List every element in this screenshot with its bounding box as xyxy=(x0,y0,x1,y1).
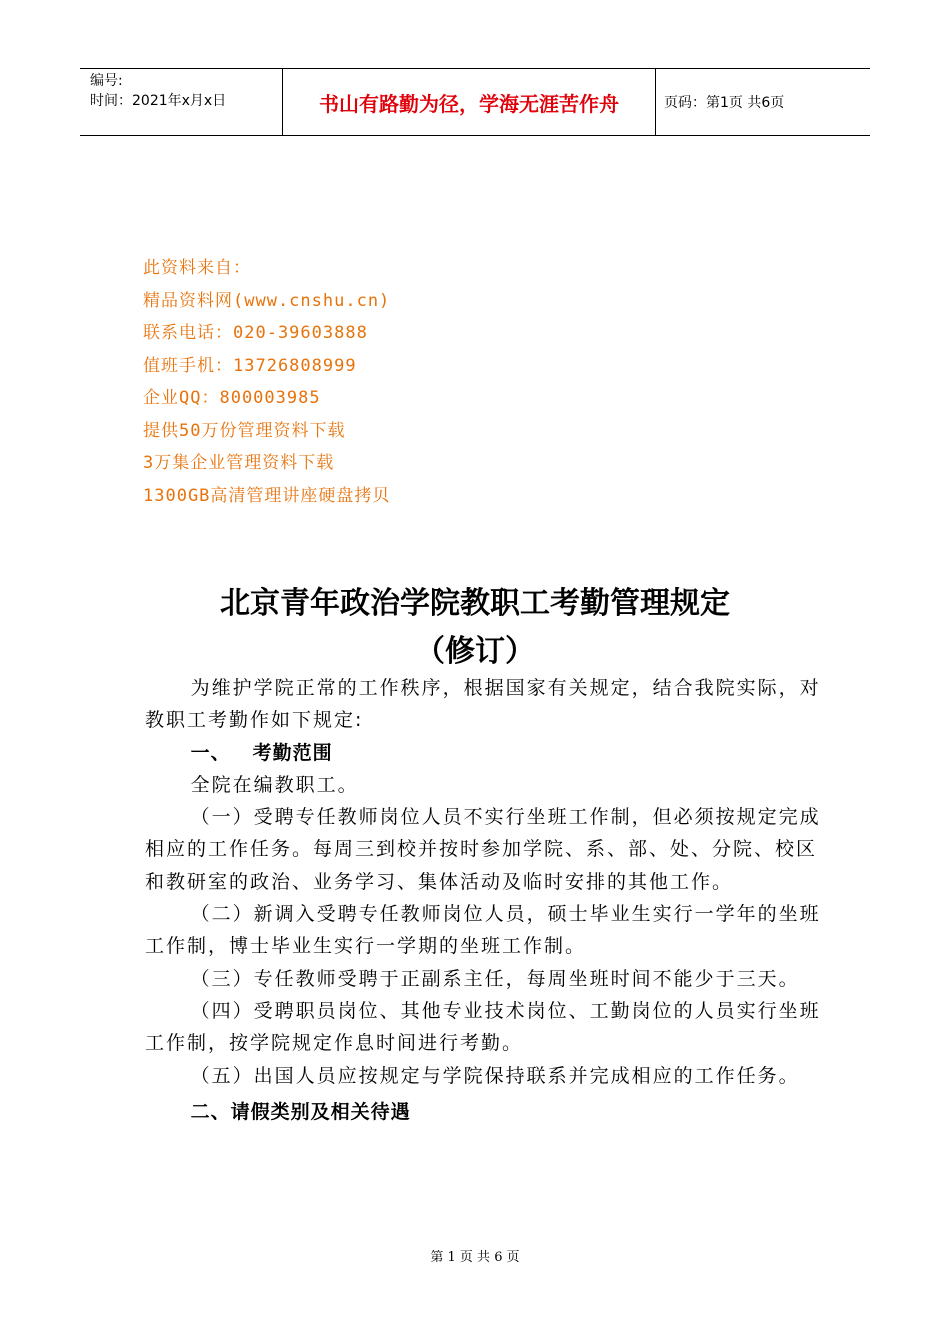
section-title: 考勤范围 xyxy=(252,741,333,764)
header-meta xyxy=(80,69,282,135)
paragraph: （三）专任教师受聘于正副系主任，每周坐班时间不能少于三天。 xyxy=(190,967,800,990)
paragraph: （一）受聘专任教师岗位人员不实行坐班工作制，但必须按规定完成相应的工作任务。每周三到校并按时参加学院、系、部、处、分院、校区和教研室的政治、业务学习、集体活动及临时安排的其他工作。 xyxy=(145,806,821,893)
source-line: 3万集企业管理资料下载 xyxy=(143,453,335,473)
header-motto: 书山有路勤为径，学海无涯苦作舟 xyxy=(282,69,656,135)
header-page-label: 页码：第1页 共6页 xyxy=(664,95,785,111)
doc-number-label: 编号: xyxy=(90,73,123,89)
paragraph: （四）受聘职员岗位、其他专业技术岗位、工勤岗位的人员实行坐班工作制，按学院规定作息时间进行考勤。 xyxy=(145,999,821,1055)
source-line: 值班手机：13726808999 xyxy=(143,355,357,376)
source-line: 企业QQ：800003985 xyxy=(143,388,321,408)
document-body xyxy=(145,672,825,1128)
source-info-block xyxy=(143,252,390,512)
section-heading-1 xyxy=(145,737,825,769)
source-line: 提供50万份管理资料下载 xyxy=(143,420,346,441)
page-header xyxy=(80,68,870,136)
source-line: 联系电话：020-39603888 xyxy=(143,323,368,343)
source-line: 此资料来自： xyxy=(143,258,251,278)
section-heading-2: 二、请假类别及相关待遇 xyxy=(190,1100,411,1123)
section-number: 一、 xyxy=(190,741,231,764)
document-title: 北京青年政治学院教职工考勤管理规定 xyxy=(220,586,730,621)
source-line: 精品资料网(www.cnshu.cn) xyxy=(143,290,391,311)
paragraph: 全院在编教职工。 xyxy=(190,773,359,796)
doc-time-label: 时间：2021年x月x日 xyxy=(90,93,227,109)
paragraph: （二）新调入受聘专任教师岗位人员，硕士毕业生实行一学年的坐班工作制，博士毕业生实行一学期的坐班工作制。 xyxy=(145,903,821,958)
source-line: 1300GB高清管理讲座硬盘拷贝 xyxy=(143,485,391,506)
page-footer: 第 1 页 共 6 页 xyxy=(430,1250,520,1265)
document-subtitle: （修订） xyxy=(415,634,535,669)
paragraph: （五）出国人员应按规定与学院保持联系并完成相应的工作任务。 xyxy=(190,1064,800,1087)
intro-paragraph: 为维护学院正常的工作秩序，根据国家有关规定，结合我院实际，对教职工考勤作如下规定: xyxy=(145,677,821,732)
